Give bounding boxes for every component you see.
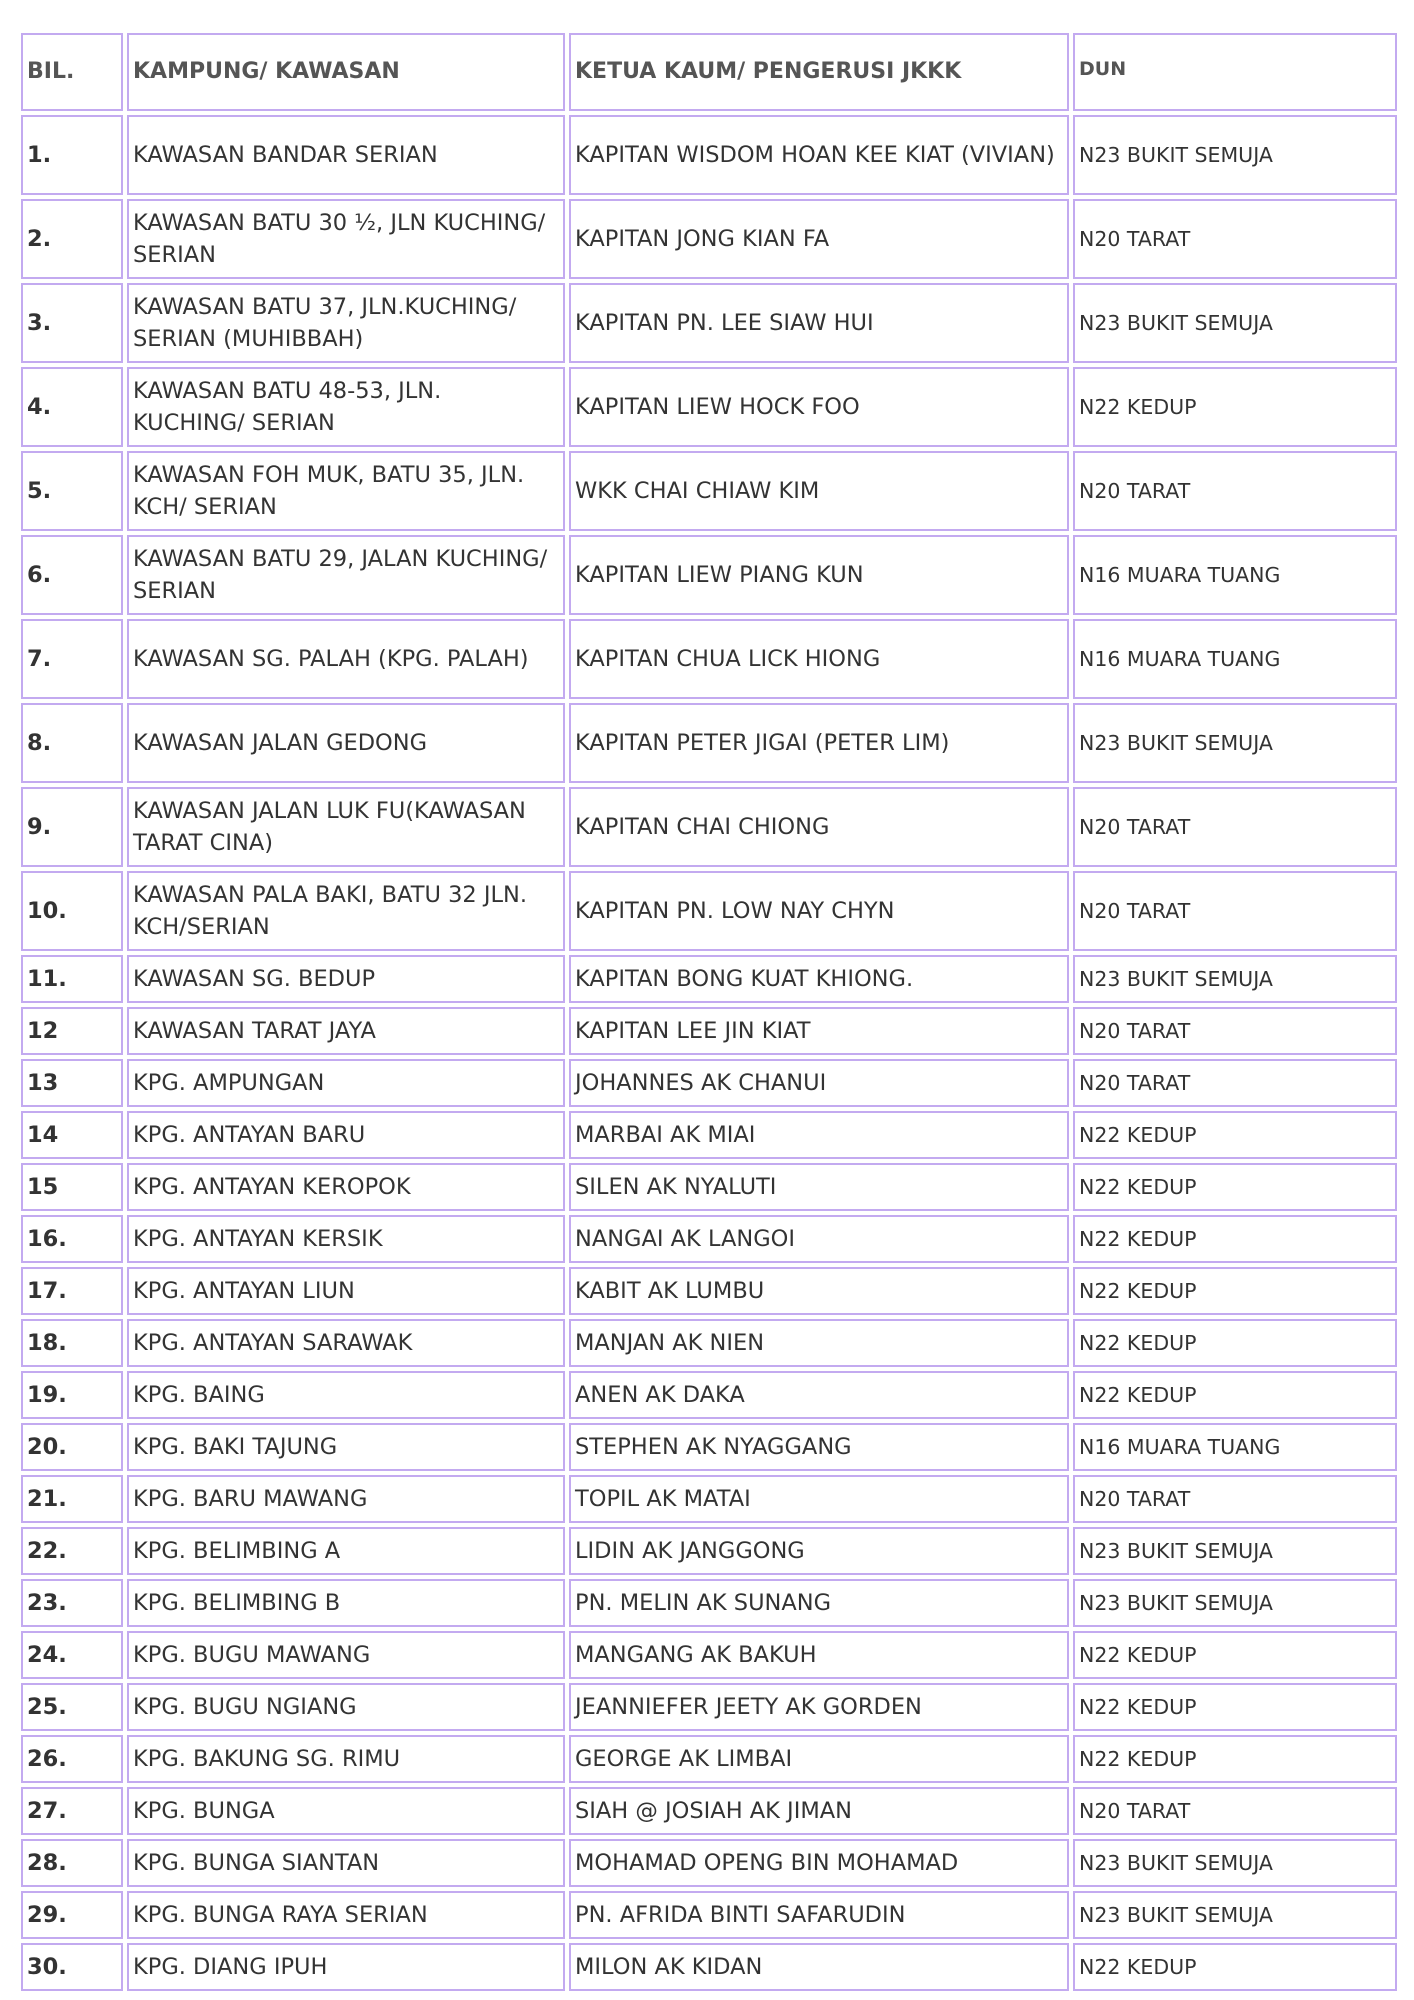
header-dun: DUN <box>1073 33 1397 111</box>
table-row <box>21 787 1397 867</box>
table-row <box>21 1735 1397 1783</box>
cell-dun: N20 TARAT <box>1073 451 1397 531</box>
cell-dun: N16 MUARA TUANG <box>1073 619 1397 699</box>
cell-bil: 8. <box>21 703 123 783</box>
cell-dun: N22 KEDUP <box>1073 1319 1397 1367</box>
table-row <box>21 1527 1397 1575</box>
table-row <box>21 619 1397 699</box>
cell-dun: N20 TARAT <box>1073 1787 1397 1835</box>
cell-ketua: NANGAI AK LANGOI <box>569 1215 1069 1263</box>
cell-kampung: KPG. BUNGA RAYA SERIAN <box>127 1891 565 1939</box>
header-ketua: KETUA KAUM/ PENGERUSI JKKK <box>569 33 1069 111</box>
table-row <box>21 1631 1397 1679</box>
cell-dun: N16 MUARA TUANG <box>1073 1423 1397 1471</box>
cell-ketua: KAPITAN CHUA LICK HIONG <box>569 619 1069 699</box>
cell-bil: 16. <box>21 1215 123 1263</box>
cell-kampung: KPG. BAKI TAJUNG <box>127 1423 565 1471</box>
cell-bil: 30. <box>21 1943 123 1991</box>
cell-dun: N20 TARAT <box>1073 199 1397 279</box>
cell-bil: 13 <box>21 1059 123 1107</box>
cell-ketua: KAPITAN CHAI CHIONG <box>569 787 1069 867</box>
cell-kampung: KPG. BELIMBING B <box>127 1579 565 1627</box>
cell-kampung: KPG. DIANG IPUH <box>127 1943 565 1991</box>
cell-kampung: KPG. BAKUNG SG. RIMU <box>127 1735 565 1783</box>
table-row <box>21 1371 1397 1419</box>
cell-ketua: JOHANNES AK CHANUI <box>569 1059 1069 1107</box>
cell-ketua: ANEN AK DAKA <box>569 1371 1069 1419</box>
cell-ketua: JEANNIEFER JEETY AK GORDEN <box>569 1683 1069 1731</box>
cell-ketua: TOPIL AK MATAI <box>569 1475 1069 1523</box>
cell-kampung: KAWASAN SG. BEDUP <box>127 955 565 1003</box>
cell-dun: N20 TARAT <box>1073 1059 1397 1107</box>
table-row <box>21 871 1397 951</box>
cell-dun: N23 BUKIT SEMUJA <box>1073 955 1397 1003</box>
cell-ketua: PN. AFRIDA BINTI SAFARUDIN <box>569 1891 1069 1939</box>
cell-bil: 19. <box>21 1371 123 1419</box>
cell-kampung: KPG. BUGU NGIANG <box>127 1683 565 1731</box>
cell-kampung: KPG. BUNGA <box>127 1787 565 1835</box>
cell-kampung: KAWASAN JALAN GEDONG <box>127 703 565 783</box>
cell-dun: N22 KEDUP <box>1073 1943 1397 1991</box>
cell-kampung: KPG. ANTAYAN KEROPOK <box>127 1163 565 1211</box>
cell-ketua: LIDIN AK JANGGONG <box>569 1527 1069 1575</box>
header-kampung: KAMPUNG/ KAWASAN <box>127 33 565 111</box>
table-header-row <box>21 33 1397 111</box>
table-row <box>21 1163 1397 1211</box>
cell-ketua: KAPITAN JONG KIAN FA <box>569 199 1069 279</box>
cell-kampung: KPG. ANTAYAN BARU <box>127 1111 565 1159</box>
cell-ketua: KAPITAN WISDOM HOAN KEE KIAT (VIVIAN) <box>569 115 1069 195</box>
cell-bil: 24. <box>21 1631 123 1679</box>
cell-ketua: KAPITAN PN. LOW NAY CHYN <box>569 871 1069 951</box>
cell-bil: 1. <box>21 115 123 195</box>
cell-ketua: MARBAI AK MIAI <box>569 1111 1069 1159</box>
table-row <box>21 1891 1397 1939</box>
table-row <box>21 1423 1397 1471</box>
cell-dun: N22 KEDUP <box>1073 1267 1397 1315</box>
cell-dun: N22 KEDUP <box>1073 367 1397 447</box>
cell-kampung: KPG. ANTAYAN SARAWAK <box>127 1319 565 1367</box>
cell-ketua: MILON AK KIDAN <box>569 1943 1069 1991</box>
cell-dun: N22 KEDUP <box>1073 1163 1397 1211</box>
cell-kampung: KPG. BAING <box>127 1371 565 1419</box>
ketua-kaum-table <box>17 29 1401 1995</box>
cell-dun: N23 BUKIT SEMUJA <box>1073 1579 1397 1627</box>
cell-bil: 18. <box>21 1319 123 1367</box>
cell-bil: 22. <box>21 1527 123 1575</box>
cell-ketua: KAPITAN BONG KUAT KHIONG. <box>569 955 1069 1003</box>
cell-ketua: WKK CHAI CHIAW KIM <box>569 451 1069 531</box>
cell-bil: 10. <box>21 871 123 951</box>
table-row <box>21 1007 1397 1055</box>
table-row <box>21 1839 1397 1887</box>
cell-ketua: KAPITAN PETER JIGAI (PETER LIM) <box>569 703 1069 783</box>
table-row <box>21 1319 1397 1367</box>
cell-bil: 11. <box>21 955 123 1003</box>
cell-bil: 14 <box>21 1111 123 1159</box>
cell-bil: 17. <box>21 1267 123 1315</box>
cell-kampung: KAWASAN BANDAR SERIAN <box>127 115 565 195</box>
cell-ketua: KAPITAN LIEW HOCK FOO <box>569 367 1069 447</box>
cell-bil: 4. <box>21 367 123 447</box>
cell-dun: N23 BUKIT SEMUJA <box>1073 1839 1397 1887</box>
cell-dun: N23 BUKIT SEMUJA <box>1073 283 1397 363</box>
table-row <box>21 283 1397 363</box>
cell-ketua: PN. MELIN AK SUNANG <box>569 1579 1069 1627</box>
cell-kampung: KAWASAN BATU 29, JALAN KUCHING/ SERIAN <box>127 535 565 615</box>
cell-dun: N20 TARAT <box>1073 871 1397 951</box>
cell-bil: 25. <box>21 1683 123 1731</box>
table-row <box>21 1059 1397 1107</box>
table-row <box>21 1943 1397 1991</box>
cell-bil: 15 <box>21 1163 123 1211</box>
cell-ketua: KABIT AK LUMBU <box>569 1267 1069 1315</box>
cell-ketua: MOHAMAD OPENG BIN MOHAMAD <box>569 1839 1069 1887</box>
cell-dun: N23 BUKIT SEMUJA <box>1073 1527 1397 1575</box>
table-row <box>21 1215 1397 1263</box>
cell-dun: N23 BUKIT SEMUJA <box>1073 703 1397 783</box>
cell-dun: N23 BUKIT SEMUJA <box>1073 115 1397 195</box>
cell-ketua: STEPHEN AK NYAGGANG <box>569 1423 1069 1471</box>
cell-bil: 29. <box>21 1891 123 1939</box>
cell-bil: 23. <box>21 1579 123 1627</box>
table-row <box>21 1475 1397 1523</box>
table-row <box>21 367 1397 447</box>
cell-ketua: SIAH @ JOSIAH AK JIMAN <box>569 1787 1069 1835</box>
table-row <box>21 535 1397 615</box>
cell-bil: 9. <box>21 787 123 867</box>
cell-dun: N22 KEDUP <box>1073 1683 1397 1731</box>
cell-bil: 6. <box>21 535 123 615</box>
cell-ketua: KAPITAN LIEW PIANG KUN <box>569 535 1069 615</box>
cell-dun: N20 TARAT <box>1073 1475 1397 1523</box>
cell-kampung: KAWASAN JALAN LUK FU(KAWASAN TARAT CINA) <box>127 787 565 867</box>
table-body <box>21 115 1397 1991</box>
cell-kampung: KPG. BUNGA SIANTAN <box>127 1839 565 1887</box>
cell-bil: 5. <box>21 451 123 531</box>
cell-ketua: KAPITAN LEE JIN KIAT <box>569 1007 1069 1055</box>
cell-kampung: KPG. ANTAYAN KERSIK <box>127 1215 565 1263</box>
cell-kampung: KAWASAN SG. PALAH (KPG. PALAH) <box>127 619 565 699</box>
table-row <box>21 451 1397 531</box>
cell-dun: N16 MUARA TUANG <box>1073 535 1397 615</box>
cell-dun: N23 BUKIT SEMUJA <box>1073 1891 1397 1939</box>
cell-kampung: KPG. BELIMBING A <box>127 1527 565 1575</box>
cell-ketua: SILEN AK NYALUTI <box>569 1163 1069 1211</box>
cell-kampung: KAWASAN BATU 37, JLN.KUCHING/ SERIAN (MUHIBBAH) <box>127 283 565 363</box>
cell-dun: N20 TARAT <box>1073 1007 1397 1055</box>
cell-kampung: KAWASAN PALA BAKI, BATU 32 JLN. KCH/SERIAN <box>127 871 565 951</box>
cell-dun: N22 KEDUP <box>1073 1631 1397 1679</box>
cell-dun: N22 KEDUP <box>1073 1371 1397 1419</box>
cell-kampung: KAWASAN BATU 48-53, JLN. KUCHING/ SERIAN <box>127 367 565 447</box>
table-row <box>21 1267 1397 1315</box>
cell-ketua: MANJAN AK NIEN <box>569 1319 1069 1367</box>
cell-bil: 2. <box>21 199 123 279</box>
cell-dun: N20 TARAT <box>1073 787 1397 867</box>
cell-kampung: KPG. BARU MAWANG <box>127 1475 565 1523</box>
cell-bil: 27. <box>21 1787 123 1835</box>
cell-bil: 3. <box>21 283 123 363</box>
table-row <box>21 115 1397 195</box>
table-row <box>21 955 1397 1003</box>
cell-dun: N22 KEDUP <box>1073 1735 1397 1783</box>
cell-bil: 28. <box>21 1839 123 1887</box>
cell-ketua: GEORGE AK LIMBAI <box>569 1735 1069 1783</box>
table-row <box>21 1683 1397 1731</box>
cell-dun: N22 KEDUP <box>1073 1111 1397 1159</box>
table-row <box>21 703 1397 783</box>
cell-kampung: KAWASAN FOH MUK, BATU 35, JLN. KCH/ SERIAN <box>127 451 565 531</box>
table-row <box>21 1111 1397 1159</box>
cell-kampung: KAWASAN TARAT JAYA <box>127 1007 565 1055</box>
header-bil: BIL. <box>21 33 123 111</box>
cell-bil: 21. <box>21 1475 123 1523</box>
table-row <box>21 1787 1397 1835</box>
cell-bil: 7. <box>21 619 123 699</box>
cell-kampung: KPG. ANTAYAN LIUN <box>127 1267 565 1315</box>
table-row <box>21 199 1397 279</box>
cell-kampung: KAWASAN BATU 30 ½, JLN KUCHING/ SERIAN <box>127 199 565 279</box>
cell-ketua: KAPITAN PN. LEE SIAW HUI <box>569 283 1069 363</box>
cell-kampung: KPG. BUGU MAWANG <box>127 1631 565 1679</box>
cell-bil: 20. <box>21 1423 123 1471</box>
cell-bil: 26. <box>21 1735 123 1783</box>
cell-bil: 12 <box>21 1007 123 1055</box>
cell-kampung: KPG. AMPUNGAN <box>127 1059 565 1107</box>
cell-ketua: MANGANG AK BAKUH <box>569 1631 1069 1679</box>
cell-dun: N22 KEDUP <box>1073 1215 1397 1263</box>
table-row <box>21 1579 1397 1627</box>
